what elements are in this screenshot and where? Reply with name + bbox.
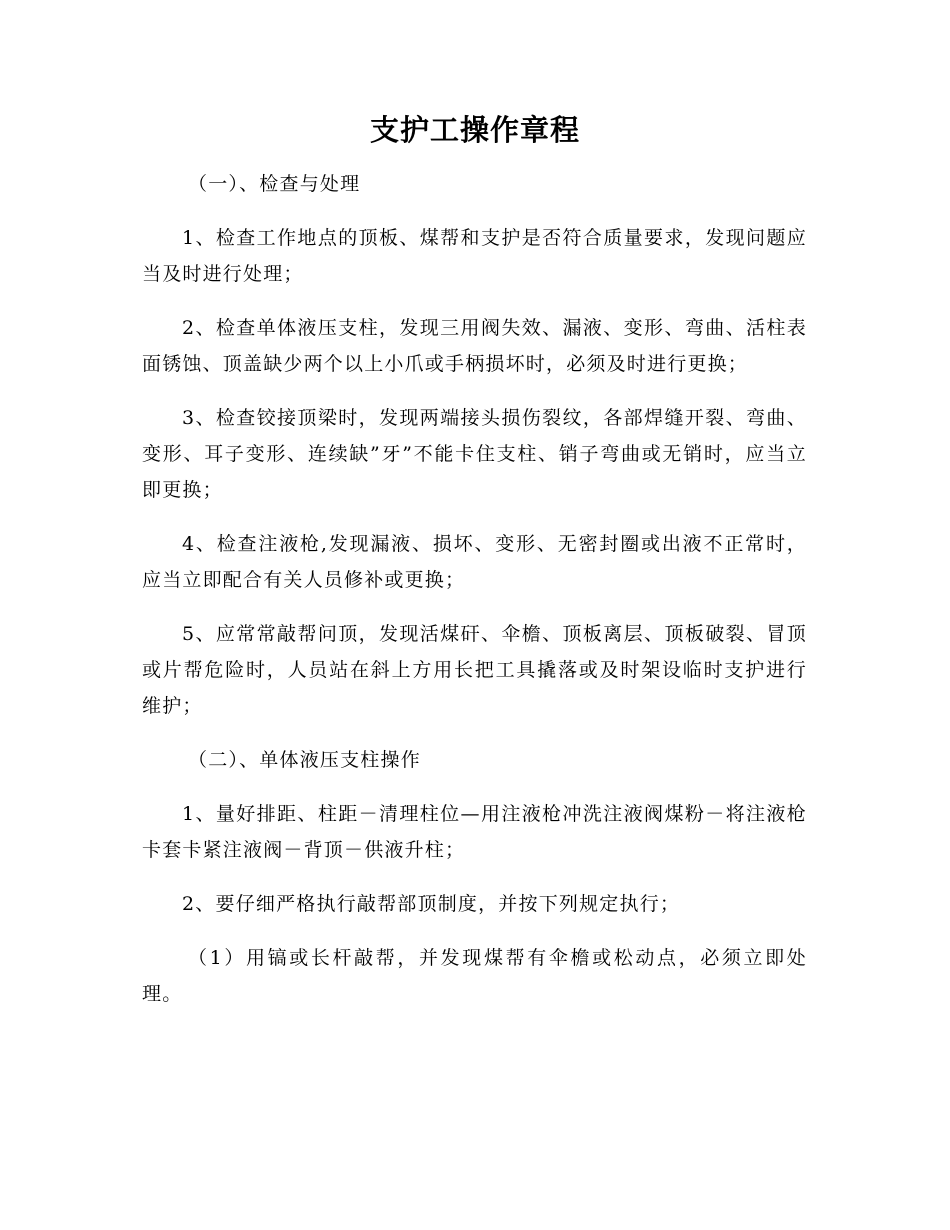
section-heading-prop-operation: （二）、单体液压支柱操作 [188,749,421,771]
paragraph-item-3: 3、检查铰接顶梁时，发现两端接头损伤裂纹，各部焊缝开裂、弯曲、变形、耳子变形、连续缺”牙”不能卡住支柱、销子弯曲或无销时，应当立即更换； [142,407,807,501]
section-heading-inspection: （一）、检查与处理 [188,173,361,195]
paragraph-subitem-1: （1）用镐或长杆敲帮，并发现煤帮有伞檐或松动点，必须立即处理。 [142,947,807,1005]
paragraph-item-6: 1、量好排距、柱距－清理柱位—用注液枪冲洗注液阀煤粉－将注液枪卡套卡紧注液阀－背顶－供液升柱； [142,803,807,861]
document-body [142,166,807,1030]
document-title: 支护工操作章程 [369,113,580,147]
paragraph-item-2: 2、检查单体液压支柱，发现三用阀失效、漏液、变形、弯曲、活柱表面锈蚀、顶盖缺少两个以上小爪或手柄损坏时，必须及时进行更换； [142,317,807,375]
paragraph-item-1: 1、检查工作地点的顶板、煤帮和支护是否符合质量要求，发现问题应当及时进行处理； [142,227,807,285]
paragraph-item-7: 2、要仔细严格执行敲帮部顶制度，并按下列规定执行； [182,893,681,915]
paragraph-item-5: 5、应常常敲帮问顶，发现活煤矸、伞檐、顶板离层、顶板破裂、冒顶或片帮危险时，人员站在斜上方用长把工具撬落或及时架设临时支护进行维护； [142,623,807,717]
paragraph-item-4: 4、检查注液枪,发现漏液、损坏、变形、无密封圈或出液不正常时，应当立即配合有关人员修补或更换； [142,533,807,591]
